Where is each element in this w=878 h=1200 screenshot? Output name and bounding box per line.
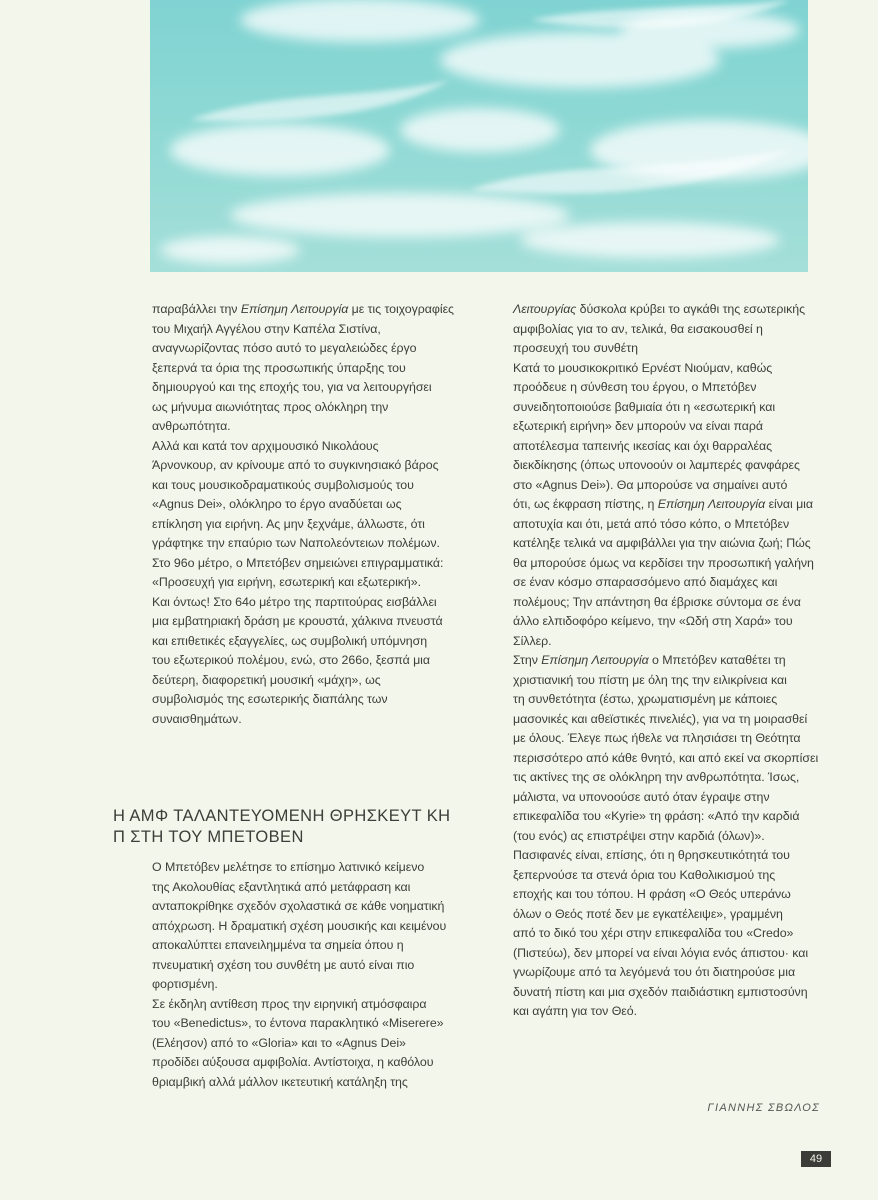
text-run: Αλλά και κατά τον αρχιμουσικό Νικολάους [152, 438, 379, 453]
text-line [152, 515, 464, 535]
text-run: απόχρωση. Η δραματική σχέση μουσικής και κειμένου [152, 918, 447, 933]
left-column-top [152, 300, 464, 729]
text-run: γνωρίζουμε από τα λεγόμενά του ότι διατηρούσε μια [513, 965, 796, 979]
text-line [513, 417, 829, 437]
text-line [513, 846, 829, 866]
text-line [513, 534, 829, 554]
text-run: Σίλλερ. [513, 633, 552, 648]
text-run: περισσότερο από κάθε θνητό, και από εκεί να σκορπίσει [513, 750, 819, 765]
text-line [152, 456, 464, 476]
text-line [152, 359, 464, 379]
text-line [513, 554, 829, 574]
text-run: (του ενός) ας επιστρέψει στην καρδιά (όλων)». [513, 828, 765, 843]
text-line [513, 788, 829, 808]
text-line [152, 1053, 464, 1073]
text-run: τις ακτίνες της σε ολόκληρη την ανθρωπότητα. Ίσως, [513, 770, 800, 784]
text-run: Σε έκδηλη αντίθεση προς την ειρηνική ατμόσφαιρα [152, 996, 427, 1011]
text-line [152, 878, 464, 898]
text-line [152, 378, 464, 398]
text-line [513, 905, 829, 925]
text-run: συναισθημάτων. [152, 711, 242, 726]
text-run: «Προσευχή για ειρήνη, εσωτερική και εξωτερική». [152, 575, 421, 589]
text-run: από το δικό του χέρι στην επικεφαλίδα του «Credo» [513, 926, 794, 940]
text-run: στο «Agnus Dei»). Θα μπορούσε να σημαίνει αυτό [513, 477, 788, 492]
text-run: δύσκολα κρύβει το αγκάθι της εσωτερικής [576, 302, 806, 316]
text-run: αποτυχία και ότι, μετά από τόσο κόπο, ο Μπετόβεν [513, 516, 790, 531]
text-run: ξεπερνά τα όρια της προσωπικής ύπαρξης του [152, 360, 406, 375]
text-run: συμβολισμός της εσωτερικής διαπάλης των [152, 692, 388, 706]
text-run: δεύτερη, διαφορετική μουσική «μάχη», ως [152, 672, 381, 687]
text-run: προσευχή του συνθέτη [513, 341, 638, 355]
text-run: (Πιστεύω), δεν μπορεί να είναι λόγια ενός άπιστου· και [513, 945, 809, 960]
text-line [513, 378, 829, 398]
text-run: Ο Μπετόβεν μελέτησε το επίσημο λατινικό κείμενο [152, 860, 425, 874]
text-line [152, 573, 464, 593]
italic-title: Επίσημη Λειτουργία [240, 302, 349, 316]
text-run: ανθρωπότητα. [152, 419, 231, 433]
text-run: θα μπορούσε όμως να κερδίσει την προσωπική γαλήνη [513, 555, 814, 570]
text-run: και τους μουσικοδραματικούς συμβολισμούς του [152, 477, 414, 492]
left-column-bottom [152, 858, 464, 1092]
text-line [513, 593, 829, 613]
section-heading [113, 806, 463, 848]
text-run: ότι, ως έκφραση πίστης, η [513, 497, 658, 511]
text-line [152, 1073, 464, 1093]
text-run: δυνατή πίστη και μια σχεδόν παιδιάστικη εμπιστοσύνη [513, 984, 808, 999]
text-line [513, 300, 829, 320]
text-line [513, 495, 829, 515]
header-sky-image [150, 0, 808, 272]
text-line [152, 1014, 464, 1034]
text-line [513, 437, 829, 457]
text-line [152, 956, 464, 976]
text-line [513, 749, 829, 769]
italic-title: Λειτουργίας [513, 302, 577, 316]
text-run: ανταποκρίθηκε σχεδόν σχολαστικά σε κάθε νοηματική [152, 899, 445, 913]
text-run: και επιθετικές εξαγγελίες, ως συμβολική υπόμνηση [152, 633, 428, 648]
text-run: της Ακολουθίας εξαντλητικά από μετάφραση και [152, 879, 411, 894]
text-run: θριαμβική αλλά μάλλον ικετευτική κατάληξη της [152, 1074, 408, 1089]
text-line [513, 768, 829, 788]
text-run: του Μιχαήλ Αγγέλου στην Καπέλα Σιστίνα, [152, 321, 381, 336]
text-run: δημιουργού και της εποχής του, για να λειτουργήσει [152, 380, 432, 394]
heading-line-1: Η ΑΜΦ ΤΑΛΑΝΤΕΥΟΜΕΝΗ ΘΡΗΣΚΕΥΤ ΚΗ [113, 807, 451, 825]
right-column [513, 300, 829, 1022]
text-line [513, 885, 829, 905]
text-run: Στο 96ο μέτρο, ο Μπετόβεν σημειώνει επιγραμματικά: [152, 555, 444, 570]
text-run: αναγνωρίζοντας πόσο αυτό το μεγαλειώδες έργο [152, 341, 417, 355]
text-line [152, 632, 464, 652]
text-run: πολέμους; Την απάντηση θα έβρισκε σύντομα σε ένα [513, 594, 801, 609]
text-line [152, 612, 464, 632]
text-run: αποτέλεσμα ταπεινής ικεσίας και όχι θαρραλέας [513, 438, 773, 453]
text-line [152, 495, 464, 515]
page-number: 49 [801, 1151, 831, 1167]
text-line [152, 593, 464, 613]
text-run: αποκαλύπτει επανειλημμένα τα σημεία όπου η [152, 938, 404, 952]
text-run: σε έναν κόσμο σπαρασσόμενο από διαμάχες και [513, 575, 778, 589]
text-line [513, 339, 829, 359]
text-line [152, 651, 464, 671]
text-run: γράφτηκε την επαύριο των Ναπολεόντειων πολέμων. [152, 536, 440, 550]
text-line [513, 944, 829, 964]
text-run: επικεφαλίδα του «Kyrie» τη φράση: «Από την καρδιά [513, 809, 800, 823]
text-line [152, 554, 464, 574]
text-line [513, 710, 829, 730]
text-line [513, 612, 829, 632]
text-run: μασονικές και αθεϊστικές πινελιές), για να τη μοιρασθεί [513, 711, 808, 726]
text-run: Άρνονκουρ, αν κρίνουμε από το συγκινησιακό βάρος [152, 458, 439, 472]
text-line [152, 300, 464, 320]
italic-title: Επίσημη Λειτουργία [541, 653, 649, 667]
text-run: όλων ο Θεός ποτέ δεν με εγκατέλειψε», γραμμένη [513, 906, 783, 921]
text-run: κατέληξε τελικά να αμφιβάλλει για την αιώνια ζωή; Πώς [513, 536, 811, 550]
heading-line-2: Π ΣΤΗ ΤΟΥ ΜΠΕΤΟΒΕΝ [113, 828, 304, 846]
text-run: (Ελέησον) από το «Gloria» και το «Agnus Dei» [152, 1035, 406, 1050]
text-run: χριστιανική του πίστη με όλη της την ειλικρίνεια και [513, 672, 787, 687]
text-run: μια εμβατηριακή δράση με κρουστά, χάλκινα πνευστά [152, 614, 443, 628]
text-run: παραβάλλει την [152, 302, 241, 316]
text-run: είναι μια [765, 497, 814, 511]
text-run: τη συνθετότητα (έστω, χρωματισμένη με κάποιες [513, 692, 778, 706]
text-run: και αγάπη για τον Θεό. [513, 1004, 638, 1018]
text-line [152, 437, 464, 457]
text-run: Στην [513, 653, 542, 667]
text-line [152, 398, 464, 418]
text-run: προδίδει αύξουσα αμφιβολία. Αντίστοιχα, η καθόλου [152, 1055, 434, 1069]
text-line [152, 339, 464, 359]
text-line [152, 476, 464, 496]
text-line [513, 651, 829, 671]
text-line [513, 983, 829, 1003]
text-line [513, 359, 829, 379]
text-run: Κατά το μουσικοκριτικό Ερνέστ Νιούμαν, καθώς [513, 360, 773, 375]
text-line [513, 320, 829, 340]
text-line [513, 456, 829, 476]
text-line [513, 963, 829, 983]
text-line [152, 936, 464, 956]
text-run: επίκληση για ειρήνη. Ας μην ξεχνάμε, άλλωστε, ότι [152, 516, 425, 531]
text-run: του εξωτερικού πολέμου, ενώ, στο 266ο, ξεσπά μια [152, 653, 430, 667]
author-signature: ΓΙΑΝΝΗΣ ΣΒΩΛΟΣ [707, 1102, 820, 1114]
text-line [513, 515, 829, 535]
text-run: συνειδητοποιούσε βαθμιαία ότι η «εσωτερική και [513, 399, 776, 414]
text-line [152, 534, 464, 554]
text-run: ξεπερνούσε τα στενά όρια του Καθολικισμού της [513, 867, 776, 882]
text-line [152, 710, 464, 730]
text-run: μάλιστα, να υπονοούσε αυτό όταν έγραψε στην [513, 789, 770, 804]
text-run: ως μήνυμα αιωνιότητας προς ολόκληρη την [152, 399, 389, 414]
text-line [152, 320, 464, 340]
text-line [152, 995, 464, 1015]
text-line [513, 632, 829, 652]
text-run: με όλους. Έλεγε πως ήθελε να πλησιάσει τη Θεότητα [513, 731, 801, 745]
text-run: με τις τοιχογραφίες [348, 302, 454, 316]
text-run: εξωτερική ειρήνη» δεν μπορούν να είναι παρά [513, 419, 764, 433]
text-run: διεκδίκησης (όπως υπονοούν οι λαμπερές φανφάρες [513, 458, 800, 472]
text-line [513, 1002, 829, 1022]
text-run: εποχής και του τόπου. Η φράση «Ο Θεός υπεράνω [513, 887, 791, 901]
text-line [513, 807, 829, 827]
text-run: Και όντως! Στο 64ο μέτρο της παρτιτούρας εισβάλλει [152, 594, 437, 609]
text-line [513, 573, 829, 593]
text-run: αμφιβολίας για το αν, τελικά, θα εισακουσθεί η [513, 321, 763, 336]
cloud-illustration [150, 0, 808, 272]
text-line [513, 671, 829, 691]
text-line [152, 917, 464, 937]
text-line [152, 671, 464, 691]
text-line [513, 924, 829, 944]
text-run: προόδευε η σύνθεση του έργου, ο Μπετόβεν [513, 380, 757, 394]
text-line [152, 417, 464, 437]
italic-title: Επίσημη Λειτουργία [657, 497, 766, 511]
text-line [152, 975, 464, 995]
text-run: φορτισμένη. [152, 977, 218, 991]
text-line [513, 398, 829, 418]
text-run: του «Benedictus», το έντονα παρακλητικό «Miserere» [152, 1016, 444, 1030]
text-run: Πασιφανές είναι, επίσης, ότι η θρησκευτικότητά του [513, 848, 790, 862]
text-line [513, 690, 829, 710]
text-line [152, 858, 464, 878]
text-run: ο Μπετόβεν καταθέτει τη [648, 653, 786, 667]
text-run: «Agnus Dei», ολόκληρο το έργο αναδύεται ως [152, 497, 402, 511]
text-line [513, 827, 829, 847]
text-line [513, 476, 829, 496]
text-line [152, 690, 464, 710]
text-line [152, 897, 464, 917]
text-line [513, 729, 829, 749]
text-line [513, 866, 829, 886]
text-line [152, 1034, 464, 1054]
text-run: άλλο ελπιδοφόρο κείμενο, την «Ωδή στη Χαρά» του [513, 614, 793, 628]
text-run: πνευματική σχέση του συνθέτη με αυτό είναι πιο [152, 957, 415, 972]
